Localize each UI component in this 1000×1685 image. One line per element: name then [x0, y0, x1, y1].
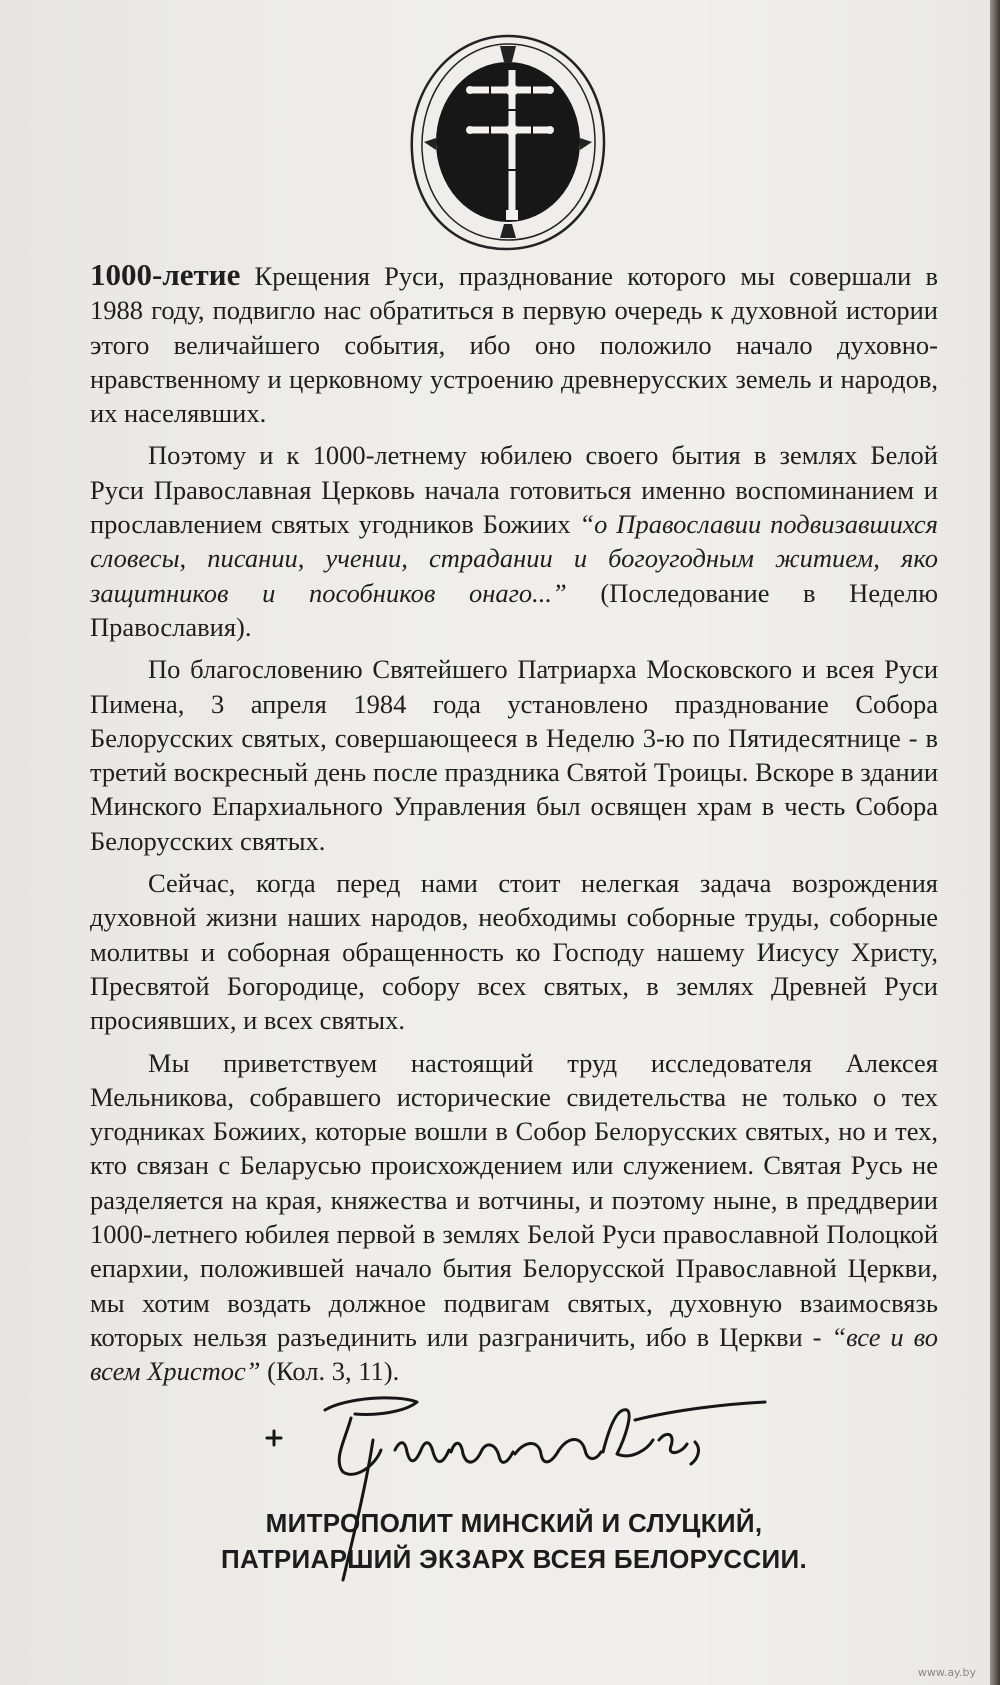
- page-edge: [990, 0, 1000, 1685]
- paragraph-3: По благословению Святейшего Патриарха Московского и всея Руси Пимена, 3 апреля 1984 года установлено празднование Собора Белорусских святых, совершающееся в Неделю 3-ю по Пятидесятнице - в третий воскресный день после праздника Святой Троицы. Вскоре в здании Минского Епархиального Управления был освящен храм в честь Собора Белорусских святых.: [90, 654, 938, 856]
- quote: “о Православии подвизавшихся словесы, писании, учении, страдании и богоугодным житием, яко защитников и пособников онаго...”: [90, 509, 938, 608]
- signatory-title-line-1: МИТРОПОЛИТ МИНСКИЙ И СЛУЦКИЙ,: [265, 1508, 763, 1538]
- orthodox-cross-emblem-icon: [400, 30, 615, 255]
- paragraph-5: Мы приветствуем настоящий труд исследователя Алексея Мельникова, собравшего исторические свидетельства не только о тех угодниках Божиих, которые вошли в Собор Белорусских святых, но и тех, кто связан с Беларусью происхождением или служением. Святая Русь не разделяется на края, княжества и вотчины, и поэтому ныне, в преддверии 1000-летнего юбилея первой в землях Белой Руси православной Полоцкой епархии, положившей начало бытия Белорусской Православной Церкви, мы хотим воздать должное подвигам святых, духовную взаимосвязь которых нельзя разъединить или разграничить, ибо в Церкви - “все и во всем Христос” (Кол. 3, 11).: [90, 1047, 938, 1387]
- quote: “все и во всем Христос”: [90, 1321, 938, 1387]
- watermark: www.ay.by: [917, 1666, 976, 1679]
- lead-word: 1000-летие: [90, 257, 241, 292]
- handwritten-signature: [255, 1380, 785, 1590]
- foreword-text: [90, 258, 938, 1397]
- paragraph-2: Поэтому и к 1000-летнему юбилею своего бытия в землях Белой Руси Православная Церковь начала готовиться именно воспоминанием и прославлением святых угодников Божиих “о Православии подвизавшихся словесы, писании, учении, страдании и богоугодным житием, яко защитников и пособников онаго...” (Последование в Неделю Православия).: [90, 440, 938, 642]
- paragraph-1: 1000-летие Крещения Руси, празднование которого мы совершали в 1988 году, подвигло нас обратиться в первую очередь к духовной истории этого величайшего события, ибо оно положило начало духовно-нравственному и церковному устроению древнерусских земель и народов, их населявших.: [90, 257, 938, 429]
- signatory-title-line-2: ПАТРИАРШИЙ ЭКЗАРХ ВСЕЯ БЕЛОРУССИИ.: [220, 1544, 808, 1574]
- paragraph-4: Сейчас, когда перед нами стоит нелегкая задача возрождения духовной жизни наших народов, необходимы соборные труды, соборные молитвы и соборная обращенность ко Господу нашему Иисусу Христу, Пресвятой Богородице, собору всех святых, в землях Древней Руси просиявших, и всех святых.: [90, 868, 938, 1036]
